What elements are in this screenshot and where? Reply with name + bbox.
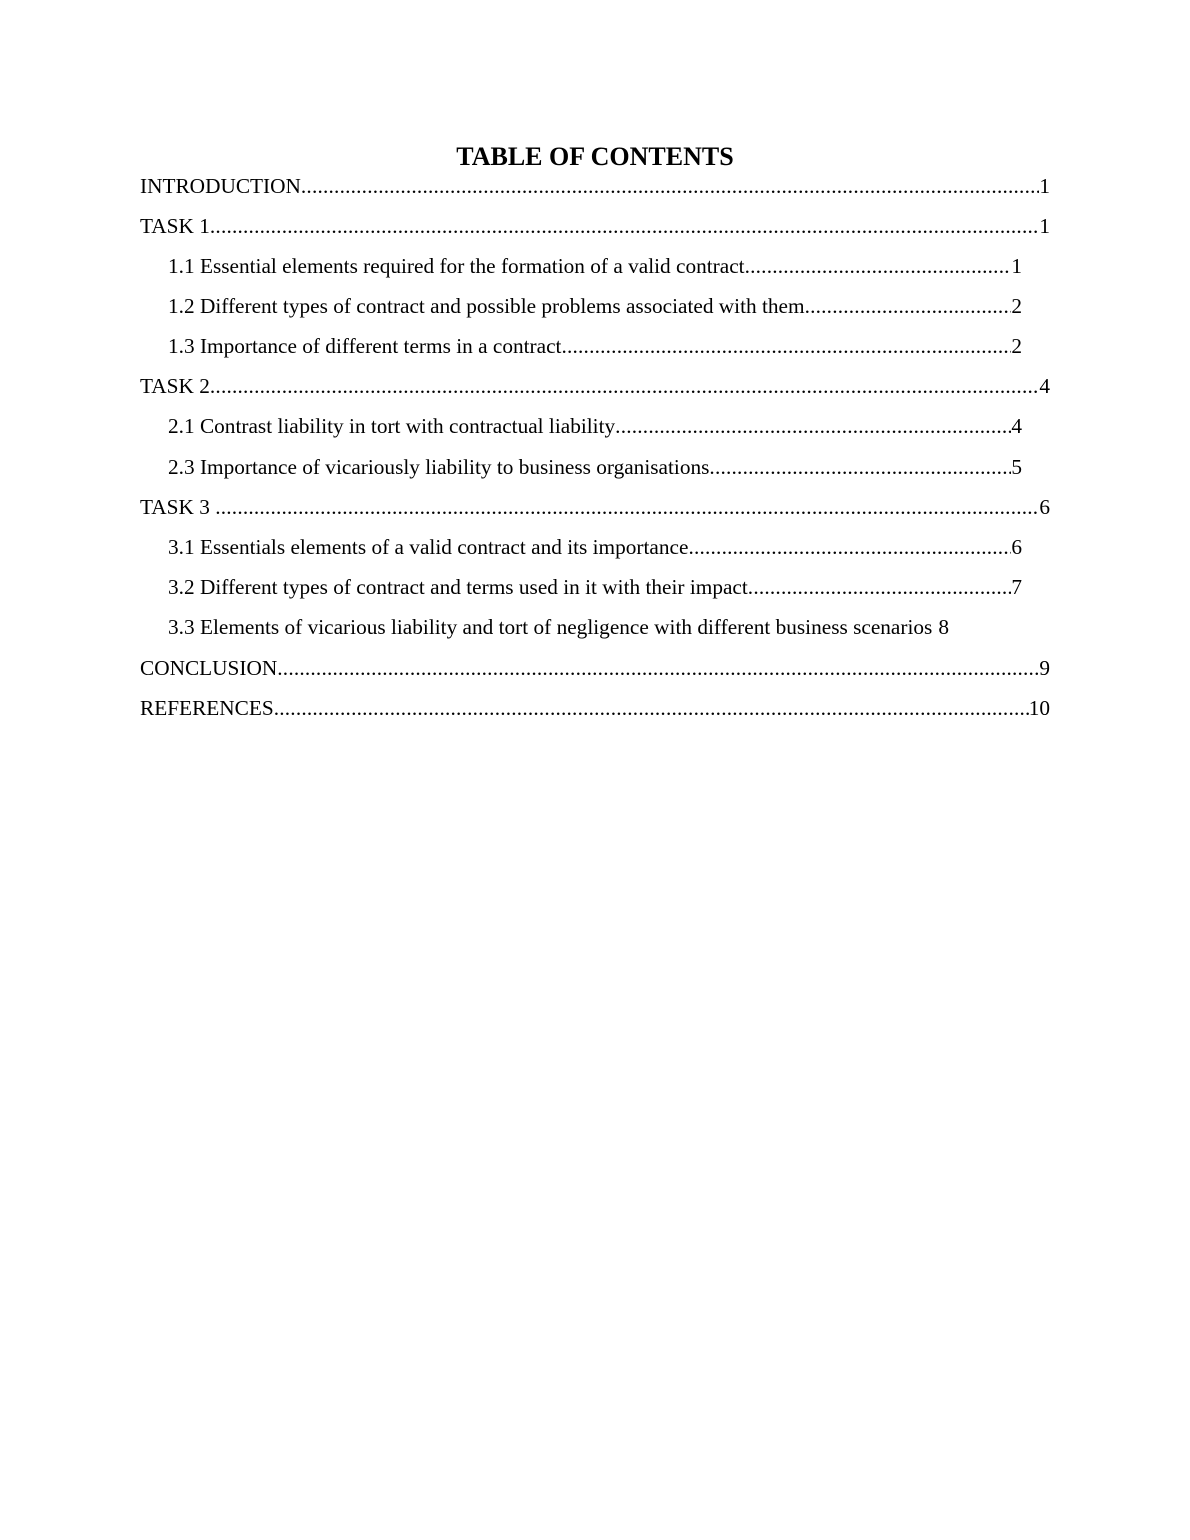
toc-entry-label: TASK 1 bbox=[140, 213, 210, 238]
dot-leader bbox=[805, 292, 1012, 320]
toc-entry-page: 7 bbox=[1011, 575, 1022, 600]
toc-entry-3-2[interactable] bbox=[140, 573, 1022, 613]
toc-entry-page: 8 bbox=[938, 615, 949, 640]
toc-title: TABLE OF CONTENTS bbox=[456, 142, 734, 171]
toc-entry-page: 1 bbox=[1039, 173, 1050, 198]
dot-leader bbox=[748, 573, 1012, 601]
toc-entry-page: 1 bbox=[1011, 253, 1022, 278]
toc-entry-1-2[interactable] bbox=[140, 292, 1022, 332]
toc-entry-label: 1.1 Essential elements required for the formation of a valid contract bbox=[168, 253, 745, 278]
table-of-contents bbox=[140, 142, 1050, 734]
toc-entry-label: 3.3 Elements of vicarious liability and tort of negligence with different business scenarios bbox=[168, 615, 933, 640]
toc-entry-label: 1.3 Importance of different terms in a contract bbox=[168, 334, 562, 359]
toc-entry-references[interactable] bbox=[140, 694, 1050, 734]
dot-leader bbox=[274, 694, 1029, 722]
toc-entry-label: 2.1 Contrast liability in tort with contractual liability bbox=[168, 414, 616, 439]
toc-entry-label: 1.2 Different types of contract and possible problems associated with them bbox=[168, 293, 805, 318]
toc-entry-page: 4 bbox=[1011, 414, 1022, 439]
toc-entry-label: TASK 2 bbox=[140, 374, 210, 399]
toc-entry-page: 6 bbox=[1039, 494, 1050, 519]
toc-entry-page: 4 bbox=[1039, 374, 1050, 399]
toc-entry-label: 3.2 Different types of contract and terms used in it with their impact bbox=[168, 575, 748, 600]
toc-entry-3-1[interactable] bbox=[140, 533, 1022, 573]
toc-entry-label: REFERENCES bbox=[140, 695, 274, 720]
toc-entry-1-1[interactable] bbox=[140, 252, 1022, 292]
toc-entry-2-1[interactable] bbox=[140, 412, 1022, 452]
dot-leader bbox=[210, 212, 1039, 240]
toc-list bbox=[140, 172, 1050, 734]
toc-entry-page: 1 bbox=[1039, 213, 1050, 238]
toc-entry-page: 2 bbox=[1011, 293, 1022, 318]
dot-leader bbox=[277, 654, 1039, 682]
dot-leader bbox=[615, 412, 1011, 440]
toc-entry-task-3[interactable] bbox=[140, 493, 1050, 533]
dot-leader bbox=[215, 493, 1039, 521]
toc-entry-1-3[interactable] bbox=[140, 332, 1022, 372]
toc-entry-task-2[interactable] bbox=[140, 372, 1050, 412]
toc-entry-label: CONCLUSION bbox=[140, 655, 278, 680]
toc-entry-page: 2 bbox=[1011, 334, 1022, 359]
toc-entry-page: 5 bbox=[1011, 454, 1022, 479]
toc-entry-2-3[interactable] bbox=[140, 453, 1022, 493]
toc-entry-page: 9 bbox=[1039, 655, 1050, 680]
toc-entry-page: 10 bbox=[1028, 695, 1050, 720]
toc-entry-label: INTRODUCTION bbox=[140, 173, 301, 198]
dot-leader bbox=[688, 533, 1011, 561]
toc-entry-3-3[interactable] bbox=[140, 613, 1022, 653]
dot-leader bbox=[561, 332, 1011, 360]
dot-leader bbox=[210, 372, 1039, 400]
toc-entry-introduction[interactable] bbox=[140, 172, 1050, 212]
toc-entry-label: 2.3 Importance of vicariously liability to business organisations bbox=[168, 454, 710, 479]
toc-entry-label: 3.1 Essentials elements of a valid contract and its importance bbox=[168, 535, 689, 559]
dot-leader bbox=[709, 453, 1011, 481]
dot-leader bbox=[745, 252, 1012, 280]
dot-leader bbox=[301, 172, 1039, 200]
toc-entry-label: TASK 3 bbox=[140, 494, 216, 519]
toc-entry-page: 6 bbox=[1011, 535, 1022, 559]
toc-entry-task-1[interactable] bbox=[140, 212, 1050, 252]
toc-entry-conclusion[interactable] bbox=[140, 654, 1050, 694]
